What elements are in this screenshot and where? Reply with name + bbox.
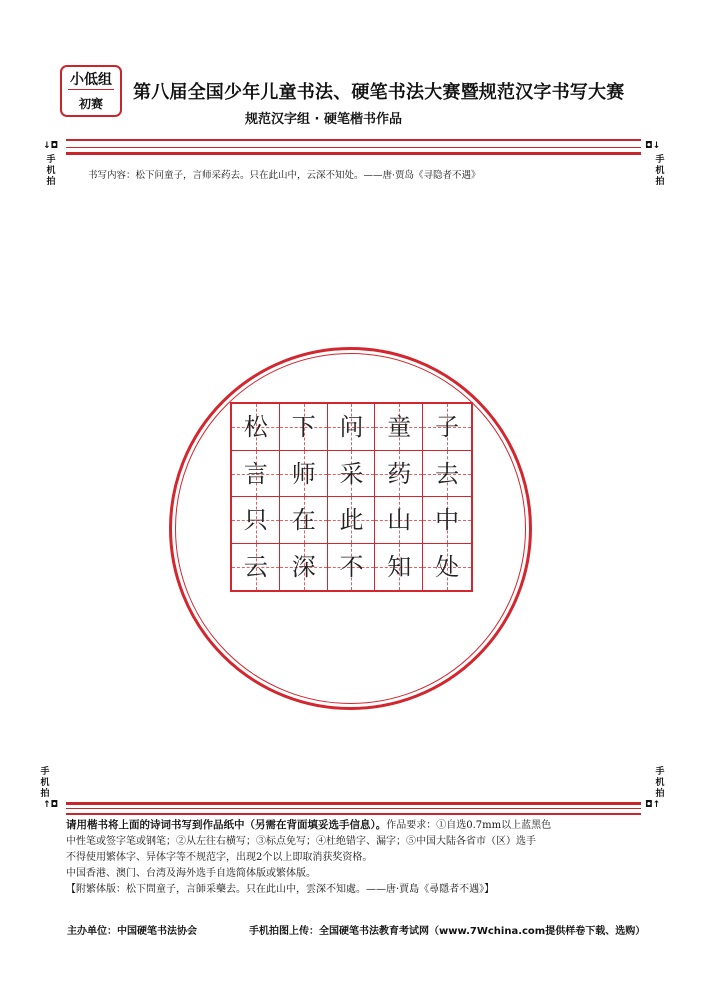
grid-character: 不 bbox=[339, 552, 364, 581]
grid-character: 只 bbox=[243, 506, 268, 534]
grid-cell bbox=[328, 544, 376, 591]
requirements-line-1: 作品要求：①自选0.7mm以上蓝黑色 bbox=[386, 820, 552, 831]
grid-cell bbox=[375, 497, 423, 544]
badge-group-label: 小低组 bbox=[70, 72, 112, 88]
grid-cell bbox=[328, 497, 376, 544]
grid-cell bbox=[328, 451, 376, 498]
requirements-block bbox=[66, 817, 646, 898]
grid-character: 深 bbox=[291, 552, 316, 581]
grid-character: 采 bbox=[339, 459, 364, 488]
grid-character: 下 bbox=[291, 413, 316, 441]
bottom-rule-3 bbox=[66, 813, 641, 815]
phone-capture-label-lower-right: 手 机 拍 bbox=[655, 767, 665, 799]
grid-character: 此 bbox=[339, 506, 364, 534]
writing-grid bbox=[230, 402, 473, 592]
grid-cell bbox=[232, 451, 280, 498]
phone-capture-label-upper-left: 手 机 拍 bbox=[46, 155, 56, 187]
page-title: 第八届全国少年儿童书法、硬笔书法大赛暨规范汉字书写大赛 bbox=[133, 82, 625, 103]
camera-mark-lower-left: ↑◘ bbox=[43, 800, 59, 810]
grid-cell bbox=[328, 404, 376, 451]
grid-cell bbox=[280, 451, 328, 498]
badge-stage-label: 初赛 bbox=[78, 97, 103, 111]
grid-cell bbox=[375, 404, 423, 451]
footer-upload-note: 手机拍图上传：全国硬笔书法教育考试网（www.7Wchina.com提供样卷下载、选购） bbox=[249, 926, 646, 937]
grid-character: 药 bbox=[387, 459, 412, 488]
grid-character: 松 bbox=[243, 413, 268, 441]
footer-organizer: 主办单位：中国硬笔书法协会 bbox=[67, 926, 197, 937]
grid-cell bbox=[280, 544, 328, 591]
top-rule-2 bbox=[66, 147, 641, 148]
grid-character: 师 bbox=[291, 459, 316, 488]
camera-mark-lower-right: ◘↑ bbox=[645, 800, 661, 810]
grid-cell bbox=[423, 544, 471, 591]
requirements-lead: 请用楷书将上面的诗词书写到作品纸中（另需在背面填妥选手信息）。 bbox=[66, 819, 387, 831]
grid-character: 问 bbox=[339, 413, 364, 441]
grid-character: 中 bbox=[435, 506, 460, 534]
camera-mark-upper-right: ◘↓ bbox=[645, 141, 661, 151]
camera-mark-upper-left: ↓◘ bbox=[43, 141, 59, 151]
requirements-line-2: 中性笔或签字笔或钢笔；②从左往右横写；③标点免写；④杜绝错字、漏字；⑤中国大陆各省市（区）选手 bbox=[66, 836, 536, 847]
grid-character: 处 bbox=[435, 552, 460, 581]
grid-cell bbox=[423, 404, 471, 451]
grid-cell bbox=[232, 497, 280, 544]
grid-cell bbox=[375, 544, 423, 591]
grid-character: 言 bbox=[243, 459, 268, 488]
grid-cell bbox=[375, 451, 423, 498]
grid-cell bbox=[232, 544, 280, 591]
grid-character: 云 bbox=[243, 552, 268, 581]
grid-cell bbox=[232, 404, 280, 451]
phone-capture-label-lower-left: 手 机 拍 bbox=[40, 767, 50, 799]
grid-character: 童 bbox=[387, 413, 412, 441]
requirements-line-3: 不得使用繁体字、异体字等不规范字，出现2个以上即取消获奖资格。 bbox=[66, 852, 373, 863]
grid-character: 子 bbox=[435, 413, 460, 441]
grid-character: 去 bbox=[435, 459, 460, 488]
page-subtitle: 规范汉字组 · 硬笔楷书作品 bbox=[245, 112, 402, 127]
content-line: 书写内容：松下问童子，言师采药去。只在此山中，云深不知处。——唐·贾岛《寻隐者不遇》 bbox=[88, 170, 481, 181]
bottom-rule-2 bbox=[66, 808, 641, 809]
requirements-line-5: 【附繁体版：松下問童子，言師采藥去。只在此山中，雲深不知處。——唐·賈島《尋隱者不遇》】 bbox=[66, 884, 495, 895]
grid-cell bbox=[423, 451, 471, 498]
phone-capture-label-upper-right: 手 机 拍 bbox=[655, 155, 665, 187]
grid-cell bbox=[280, 497, 328, 544]
top-rule-3 bbox=[66, 152, 641, 155]
grid-cell bbox=[280, 404, 328, 451]
grid-character: 山 bbox=[387, 506, 412, 534]
top-rule-1 bbox=[66, 139, 641, 141]
grid-character: 知 bbox=[387, 552, 412, 581]
requirements-line-4: 中国香港、澳门、台湾及海外选手自选简体版或繁体版。 bbox=[66, 868, 316, 879]
badge-divider bbox=[68, 89, 114, 90]
bottom-rule-1 bbox=[66, 802, 641, 805]
grid-character: 在 bbox=[291, 506, 316, 534]
grid-cell bbox=[423, 497, 471, 544]
group-badge bbox=[60, 65, 122, 117]
